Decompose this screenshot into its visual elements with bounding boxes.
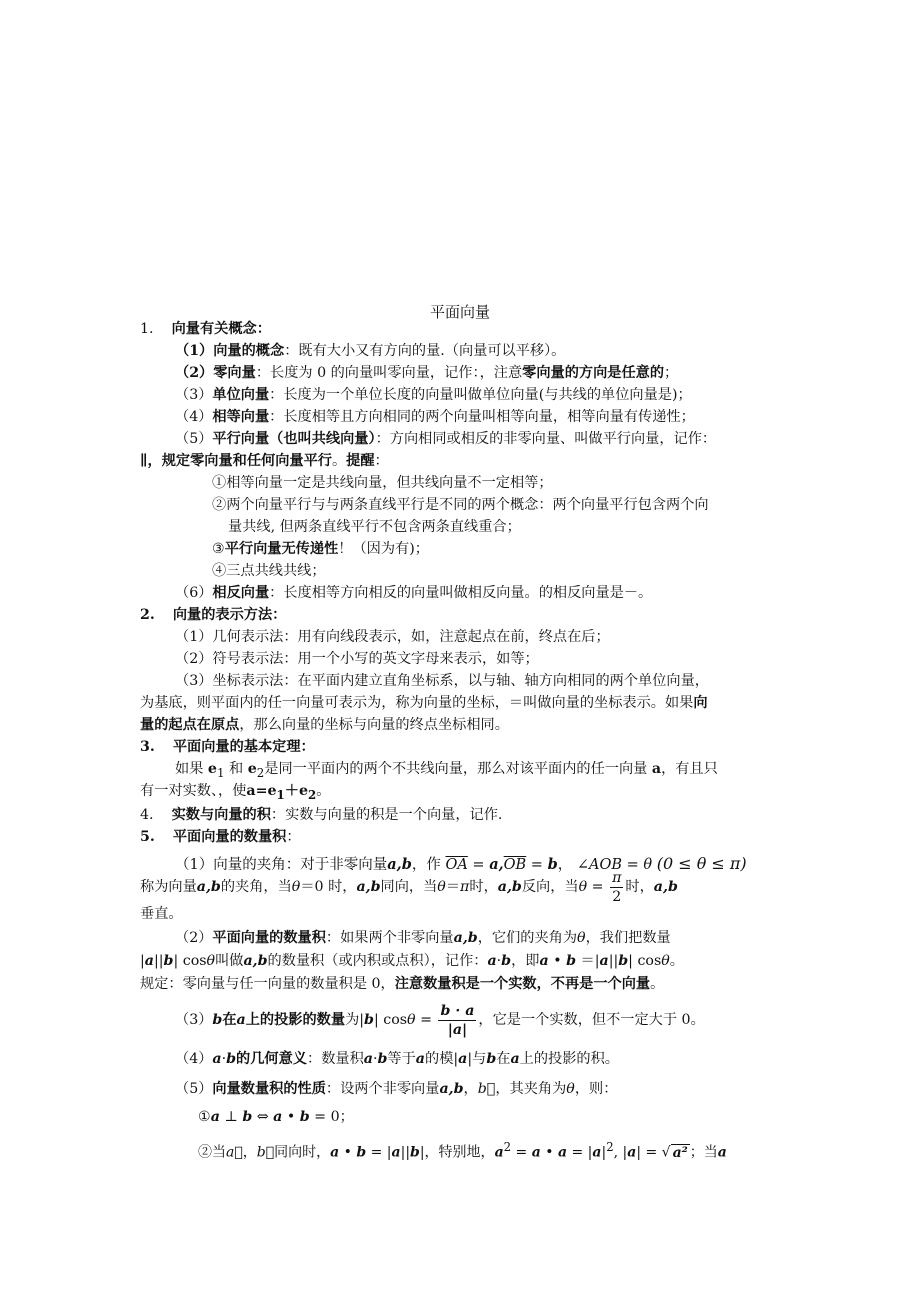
- text-line: ①相等向量一定是共线向量，但共线向量不一定相等；: [212, 475, 553, 491]
- section-5-heading: 5. 平面向量的数量积：: [140, 829, 301, 845]
- text-line: |a||b| cosθ叫做a,b的数量积（或内积或点积），记作：a·b，即a • b ＝|a||b| cosθ。: [140, 953, 684, 969]
- fraction: $\frac{b \cdot a}{|a|}$: [440, 1002, 475, 1038]
- text-line: ②当a⃗，b⃗同向时，a • b = |a||b|，特别地，$a^2 = a$ • $a = |a|^2$, |a| = √ a² ；当a: [198, 1140, 727, 1161]
- text-line: 称为向量a,b的夹角，当θ＝0 时，a,b同向，当θ＝π时，a,b反向，当θ = $\frac{\pi}{2}$ 时，a,b: [140, 869, 678, 905]
- section-title: 向量有关概念：: [171, 321, 271, 337]
- text-line: （3）单位向量：长度为一个单位长度的向量叫做单位向量(与共线的单位向量是)；: [175, 387, 692, 403]
- text-line: ④三点共线共线；: [212, 563, 326, 579]
- text-line: 量共线, 但两条直线平行不包含两条直线重合；: [228, 519, 521, 535]
- text-line: （4）a·b的几何意义：数量积a·b等于a的模|a|与b在a上的投影的积。: [175, 1051, 619, 1067]
- text-line: 有一对实数、，使$a=e_1+e_2$。: [140, 783, 331, 802]
- text-line: （1）向量的夹角：对于非零向量a,b，作 $\overline{OA} = a,\overline{OB} = b$， ∠AOB = θ (0 ≤ θ ≤ π): [175, 854, 747, 873]
- section-2-heading: 2. 向量的表示方法：: [140, 607, 287, 623]
- fraction: $\frac{\pi}{2}$: [612, 869, 622, 905]
- text-line: （2）零向量：长度为 0 的向量叫零向量，记作：，注意零向量的方向是任意的；: [175, 365, 679, 381]
- section-number: 1.: [140, 321, 154, 337]
- section-4-heading: 4. 实数与向量的积：实数与向量的积是一个向量，记作.: [140, 807, 503, 823]
- text-line: （1）向量的概念：既有大小又有方向的量.（向量可以平移）。: [175, 343, 566, 359]
- text-line: ∥，规定零向量和任何向量平行。提醒：: [140, 453, 389, 469]
- text-line: （2）平面向量的数量积：如果两个非零向量a,b，它们的夹角为θ，我们把数量: [175, 930, 671, 946]
- text-line: （1）几何表示法：用有向线段表示，如，注意起点在前，终点在后；: [175, 629, 610, 645]
- section-3-heading: 3. 平面向量的基本定理：: [140, 739, 315, 755]
- text-line: 量的起点在原点，那么向量的坐标与向量的终点坐标相同。: [140, 717, 509, 733]
- text-line: （5）平行向量（也叫共线向量）：方向相同或相反的非零向量、叫做平行向量，记作：: [175, 431, 717, 447]
- text-line: （3）坐标表示法：在平面内建立直角坐标系，以与轴、轴方向相同的两个单位向量，: [175, 673, 709, 689]
- text-line: ②两个向量平行与与两条直线平行是不同的两个概念：两个向量平行包含两个向: [212, 497, 709, 513]
- text-line: （4）相等向量：长度相等且方向相同的两个向量叫相等向量，相等向量有传递性；: [175, 409, 695, 425]
- text-line: （5）向量数量积的性质：设两个非零向量a,b，b⃗，其夹角为θ，则：: [175, 1081, 618, 1097]
- text-line: （6）相反向量：长度相等方向相反的向量叫做相反向量。的相反向量是－。: [175, 585, 653, 601]
- text-line: ③平行向量无传递性！（因为有)；: [212, 541, 429, 557]
- text-line: ①a ⊥ b ⇔ a • b = 0；: [198, 1109, 354, 1125]
- section-1-heading: [140, 320, 271, 338]
- text-line: （2）符号表示法：用一个小写的英文字母来表示，如等；: [175, 651, 539, 667]
- page-title: 平面向量: [429, 303, 490, 321]
- text-line: （3）b在a上的投影的数量为|b| cosθ = $\frac{b \cdot a}{|a|}$ ，它是一个实数，但不一定大于 0。: [175, 1002, 705, 1038]
- text-line: 垂直。: [140, 906, 183, 922]
- text-line: 规定：零向量与任一向量的数量积是 0，注意数量积是一个实数，不再是一个向量。: [140, 976, 665, 992]
- text-line: 为基底，则平面内的任一向量可表示为，称为向量的坐标，＝叫做向量的坐标表示。如果向: [140, 695, 708, 711]
- text-line: 如果 $e_1$ 和 $e_2$是同一平面内的两个不共线向量，那么对该平面内的任一向量 a，有且只: [175, 761, 718, 780]
